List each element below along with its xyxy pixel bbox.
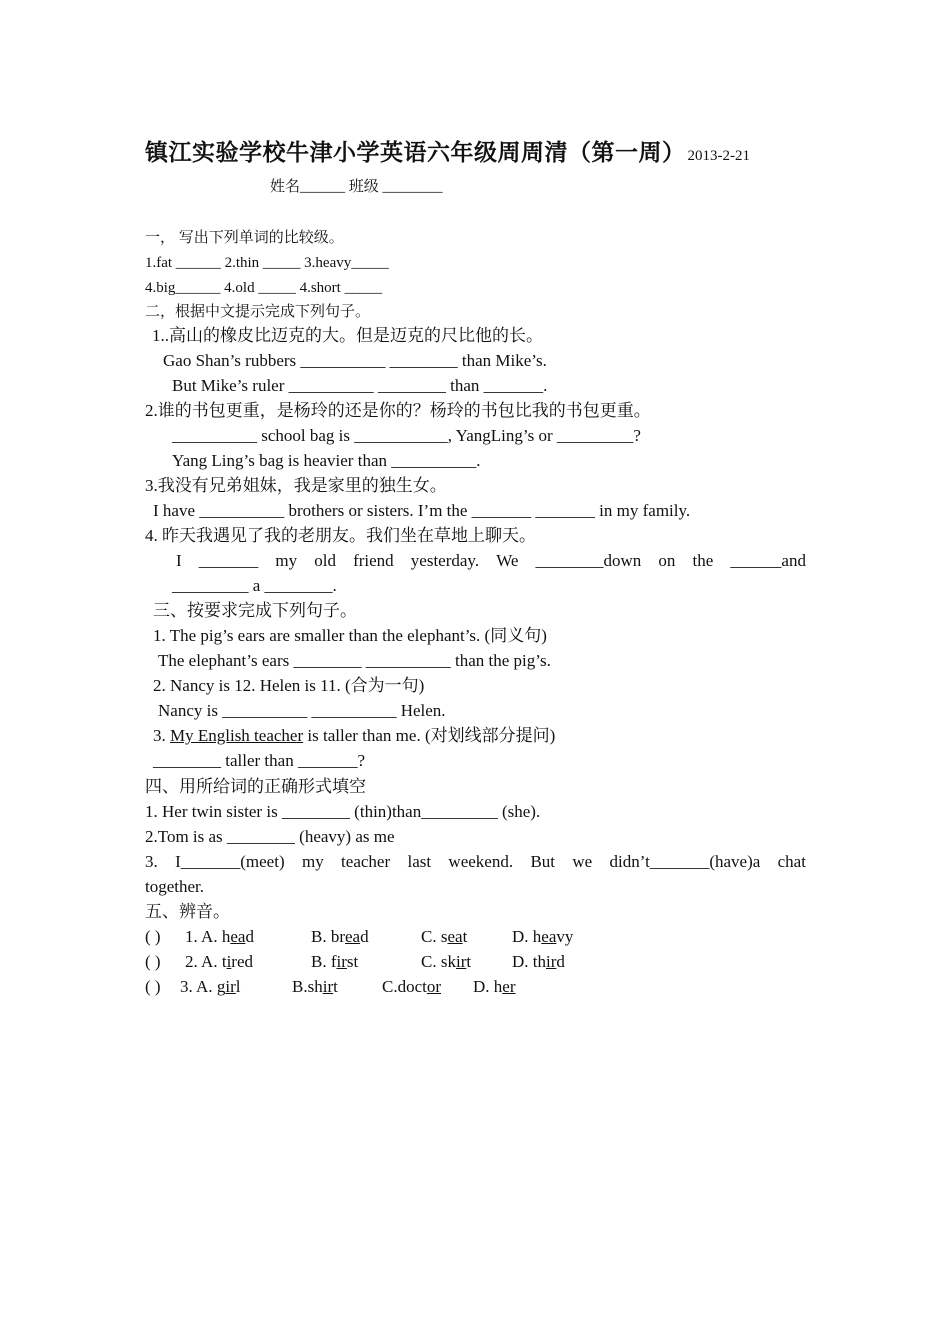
s2-q4-word: the [692, 551, 714, 570]
option-d-underlined: ir [546, 952, 557, 971]
option-c [421, 950, 471, 974]
option-a-lead: 1. A. h [185, 927, 231, 946]
answer-paren: ( ) [145, 952, 161, 971]
option-b-tail: st [346, 952, 359, 971]
s3-q3 [153, 724, 555, 748]
option-d-underlined: er [502, 977, 516, 996]
option-c-tail: t [462, 927, 468, 946]
s2-q4-word: ______and [730, 551, 806, 570]
s3-q2: 2. Nancy is 12. Helen is 11. (合为一句) [153, 676, 425, 695]
option-c-underlined: ea [447, 927, 463, 946]
s2-q4-word: yesterday. [410, 551, 480, 570]
s4-q3-word: But [530, 852, 555, 871]
s3-q3-underlined-phrase: My English teacher [170, 726, 304, 745]
option-c [421, 925, 467, 949]
s2-q4-word: old [314, 551, 336, 570]
answer-paren: ( ) [145, 927, 161, 946]
s2-q4-word: We [496, 551, 519, 570]
option-d-lead: D. th [512, 952, 546, 971]
option-c [382, 975, 441, 999]
option-d [473, 975, 516, 999]
option-a [180, 975, 240, 999]
section3-heading: 三、按要求完成下列句子。 [153, 601, 357, 620]
s3-q3-number: 3. [153, 726, 170, 745]
s2-q3-line-a: I have __________ brothers or sisters. I’m the _______ _______ in my family. [153, 501, 691, 520]
title-date: 2013-2-21 [687, 148, 750, 164]
section1-heading: 一， 写出下列单词的比较级。 [145, 230, 344, 246]
option-c-underlined: ir [455, 952, 467, 971]
s2-q3-chinese: 3.我没有兄弟姐妹，我是家里的独生女。 [145, 476, 447, 495]
option-a-tail: l [235, 977, 241, 996]
option-c-lead: C.doct [382, 977, 427, 996]
section1-row1: 1.fat ______ 2.thin _____ 3.heavy_____ [145, 255, 389, 271]
s4-q3-line-a [145, 850, 806, 874]
s2-q4-word: _______ [198, 551, 259, 570]
option-a-tail: red [231, 952, 254, 971]
s4-q3-word: weekend. [448, 852, 514, 871]
option-a [185, 950, 253, 974]
option-d [512, 925, 573, 949]
option-b-lead: B.sh [292, 977, 323, 996]
option-b [311, 950, 358, 974]
option-b [292, 975, 338, 999]
s4-q3-word: we [572, 852, 593, 871]
s2-q4-line-a [176, 549, 806, 573]
s2-q2-line-b: Yang Ling’s bag is heavier than __________. [172, 451, 481, 470]
option-d-tail: vy [556, 927, 574, 946]
option-d [512, 950, 565, 974]
name-class-line: 姓名______ 班级 ________ [270, 179, 443, 195]
s2-q1-chinese: 1..高山的橡皮比迈克的大。但是迈克的尺比他的长。 [152, 326, 543, 345]
s3-q2-answer: Nancy is __________ __________ Helen. [158, 701, 446, 720]
option-c-lead: C. s [421, 927, 448, 946]
option-c-tail: t [466, 952, 472, 971]
option-d-tail: d [556, 952, 565, 971]
option-b-underlined: ea [345, 927, 361, 946]
option-b [311, 925, 369, 949]
option-b-lead: B. br [311, 927, 345, 946]
s3-q3-answer: ________ taller than _______? [153, 751, 365, 770]
s4-q3-word: didn’t_______(have)a [609, 852, 761, 871]
s4-q1: 1. Her twin sister is ________ (thin)than_________ (she). [145, 802, 541, 821]
option-a-lead: 2. A. t [185, 952, 227, 971]
option-b-underlined: ir [322, 977, 334, 996]
option-b-underlined: ir [336, 952, 347, 971]
s4-q3-word: my [301, 852, 324, 871]
s3-q1-answer: The elephant’s ears ________ __________ than the pig’s. [158, 651, 551, 670]
section5-heading: 五、辨音。 [145, 902, 230, 921]
s2-q4-word: on [658, 551, 676, 570]
page-title [145, 134, 750, 167]
s4-q3-word: teacher [341, 852, 391, 871]
option-b-lead: B. f [311, 952, 337, 971]
s2-q4-word: my [275, 551, 298, 570]
section1-row2: 4.big______ 4.old _____ 4.short _____ [145, 280, 383, 296]
s4-q3-word: I_______(meet) [175, 852, 285, 871]
s2-q4-line-b: _________ a ________. [172, 576, 337, 595]
s2-q4-word: friend [353, 551, 394, 570]
s2-q2-line-a: __________ school bag is ___________, YangLing’s or _________? [172, 426, 641, 445]
option-a [185, 925, 254, 949]
s2-q4-chinese: 4. 昨天我遇见了我的老朋友。我们坐在草地上聊天。 [145, 526, 536, 545]
s4-q3-word: last [407, 852, 432, 871]
option-a-underlined: ir [225, 977, 236, 996]
option-b-tail: d [360, 927, 369, 946]
s4-q3-word: 3. [145, 852, 158, 871]
s2-q4-word: ________down [535, 551, 642, 570]
title-main: 镇江实验学校牛津小学英语六年级周周清（第一周） [145, 140, 686, 165]
s2-q1-line-a: Gao Shan’s rubbers __________ ________ than Mike’s. [163, 351, 547, 370]
option-a-underlined: i [226, 952, 232, 971]
s2-q4-word: I [176, 551, 182, 570]
s2-q2-chinese: 2.谁的书包更重，是杨玲的还是你的？杨玲的书包比我的书包更重。 [145, 401, 651, 420]
option-c-lead: C. sk [421, 952, 456, 971]
s4-q3-word: chat [777, 852, 806, 871]
s4-q2: 2.Tom is as ________ (heavy) as me [145, 827, 395, 846]
s4-q3-line-b: together. [145, 877, 205, 896]
option-a-tail: d [245, 927, 254, 946]
s2-q1-line-b: But Mike’s ruler __________ ________ than _______. [172, 376, 548, 395]
s3-q3-rest: is taller than me. (对划线部分提问) [303, 726, 556, 745]
answer-paren: ( ) [145, 977, 161, 996]
option-d-underlined: ea [541, 927, 557, 946]
option-b-tail: t [333, 977, 338, 996]
option-a-lead: 3. A. g [180, 977, 226, 996]
s3-q1: 1. The pig’s ears are smaller than the elephant’s. (同义句) [153, 626, 547, 645]
section2-heading: 二，根据中文提示完成下列句子。 [145, 304, 371, 320]
option-a-underlined: ea [230, 927, 246, 946]
option-c-underlined: or [426, 977, 442, 996]
section4-heading: 四、用所给词的正确形式填空 [145, 777, 366, 796]
option-d-lead: D. h [473, 977, 503, 996]
option-d-lead: D. h [512, 927, 542, 946]
